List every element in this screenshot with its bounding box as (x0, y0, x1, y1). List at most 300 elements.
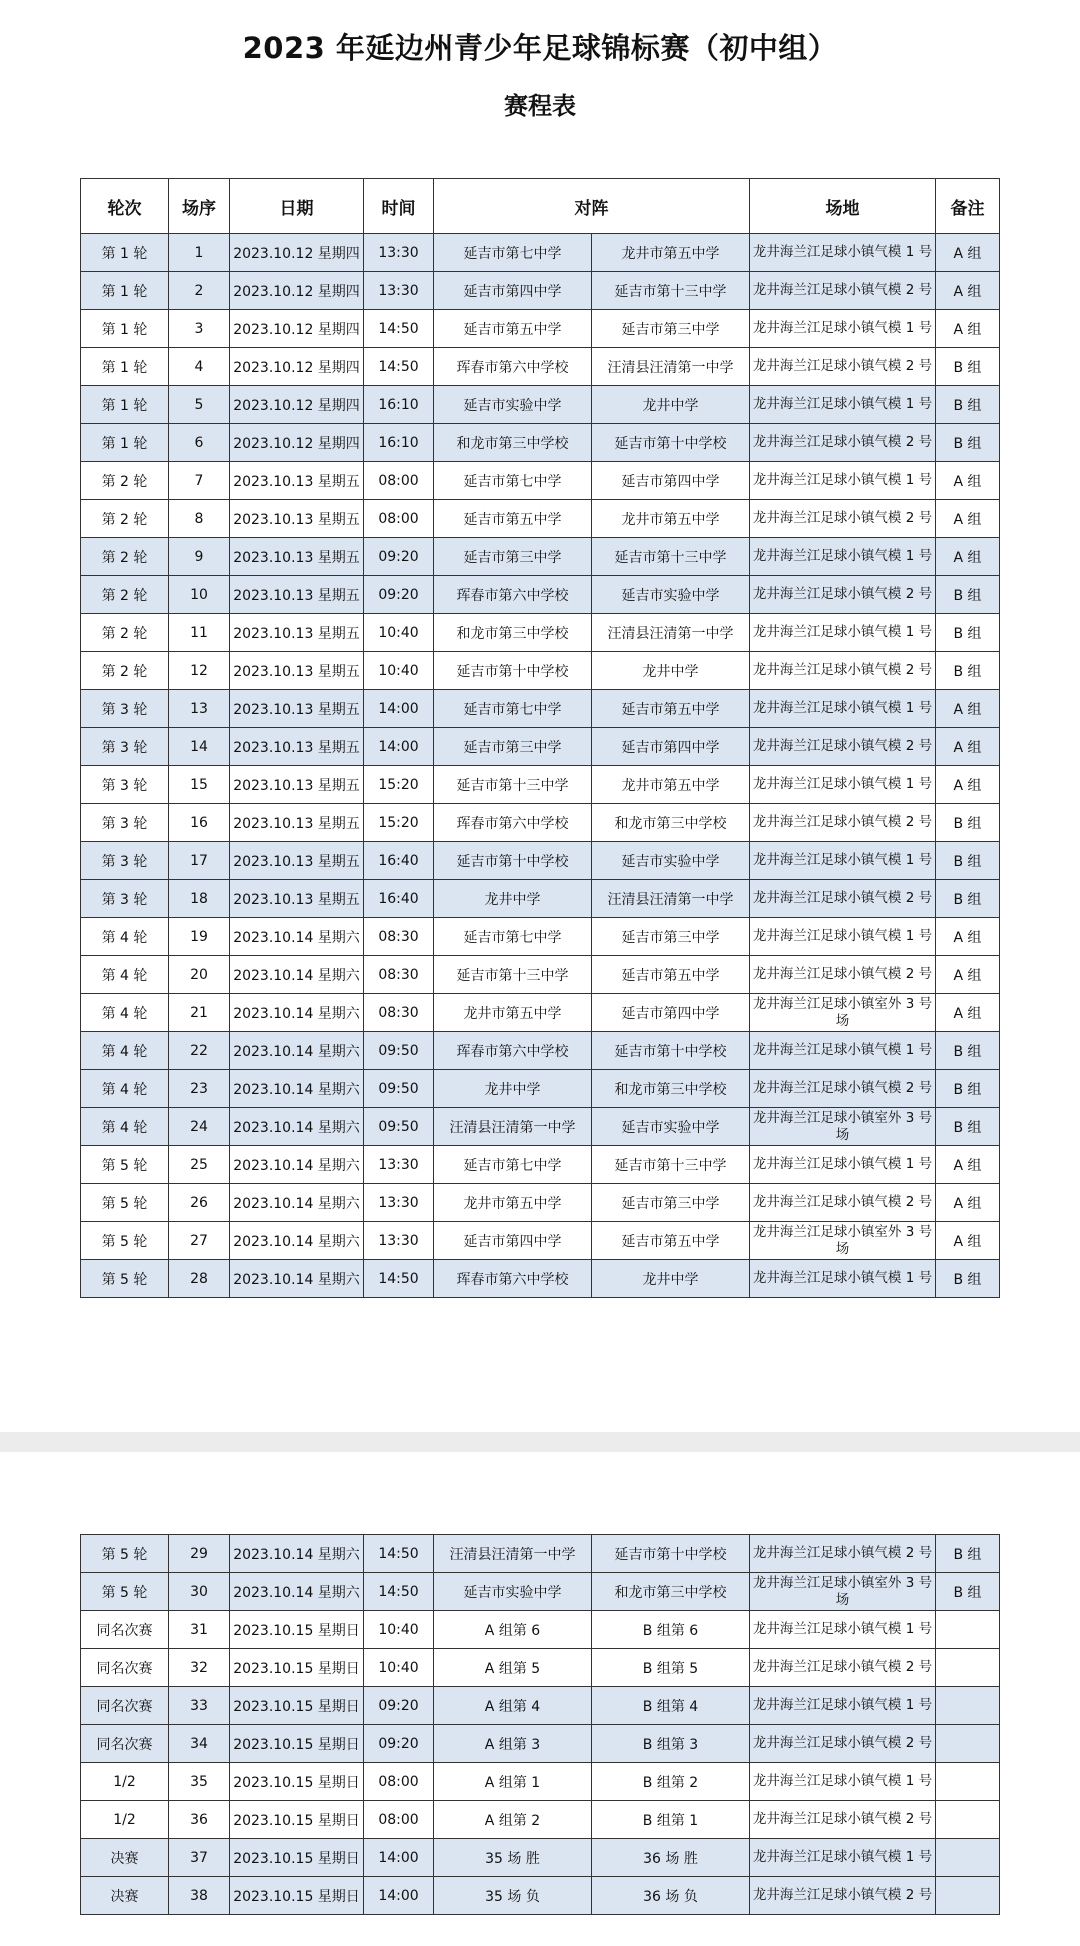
cell-date: 2023.10.14 星期六 (230, 1535, 364, 1573)
table-row (81, 310, 1000, 348)
cell-time: 16:10 (364, 424, 434, 462)
cell-venue: 龙井海兰江足球小镇气模 2 号 (750, 956, 936, 994)
cell-match-no: 4 (169, 348, 230, 386)
cell-date: 2023.10.13 星期五 (230, 690, 364, 728)
cell-team-home: 延吉市第七中学 (434, 234, 592, 272)
cell-venue: 龙井海兰江足球小镇气模 1 号 (750, 1032, 936, 1070)
cell-note: A 组 (936, 538, 1000, 576)
cell-note: B 组 (936, 1070, 1000, 1108)
cell-note: B 组 (936, 1260, 1000, 1298)
cell-round: 第 2 轮 (81, 538, 169, 576)
cell-team-home: A 组第 3 (434, 1725, 592, 1763)
cell-time: 10:40 (364, 1611, 434, 1649)
cell-venue: 龙井海兰江足球小镇气模 1 号 (750, 842, 936, 880)
cell-match-no: 2 (169, 272, 230, 310)
cell-round: 第 4 轮 (81, 994, 169, 1032)
cell-team-away: B 组第 6 (592, 1611, 750, 1649)
cell-team-home: 延吉市第五中学 (434, 500, 592, 538)
cell-venue: 龙井海兰江足球小镇气模 1 号 (750, 538, 936, 576)
table-row (81, 956, 1000, 994)
cell-team-away: 龙井中学 (592, 652, 750, 690)
cell-time: 08:00 (364, 500, 434, 538)
cell-match-no: 32 (169, 1649, 230, 1687)
table-row (81, 272, 1000, 310)
cell-date: 2023.10.15 星期日 (230, 1877, 364, 1915)
cell-note: A 组 (936, 728, 1000, 766)
cell-venue: 龙井海兰江足球小镇气模 1 号 (750, 1839, 936, 1877)
cell-note: B 组 (936, 348, 1000, 386)
cell-round: 第 3 轮 (81, 804, 169, 842)
cell-venue: 龙井海兰江足球小镇气模 2 号 (750, 1070, 936, 1108)
cell-team-home: 珲春市第六中学校 (434, 576, 592, 614)
cell-venue: 龙井海兰江足球小镇气模 2 号 (750, 728, 936, 766)
cell-venue: 龙井海兰江足球小镇室外 3 号场 (750, 1573, 936, 1611)
cell-venue: 龙井海兰江足球小镇气模 2 号 (750, 652, 936, 690)
cell-venue: 龙井海兰江足球小镇气模 2 号 (750, 1649, 936, 1687)
cell-date: 2023.10.15 星期日 (230, 1649, 364, 1687)
cell-note: B 组 (936, 1032, 1000, 1070)
cell-venue: 龙井海兰江足球小镇气模 1 号 (750, 1687, 936, 1725)
cell-match-no: 30 (169, 1573, 230, 1611)
cell-round: 第 3 轮 (81, 690, 169, 728)
cell-team-home: 龙井市第五中学 (434, 1184, 592, 1222)
cell-note: A 组 (936, 272, 1000, 310)
cell-time: 14:50 (364, 348, 434, 386)
cell-team-away: B 组第 2 (592, 1763, 750, 1801)
cell-time: 14:00 (364, 1877, 434, 1915)
cell-round: 第 5 轮 (81, 1222, 169, 1260)
cell-time: 08:30 (364, 994, 434, 1032)
table-row (81, 614, 1000, 652)
table-row (81, 1649, 1000, 1687)
cell-venue: 龙井海兰江足球小镇气模 1 号 (750, 310, 936, 348)
cell-match-no: 22 (169, 1032, 230, 1070)
cell-match-no: 7 (169, 462, 230, 500)
cell-round: 决赛 (81, 1877, 169, 1915)
cell-note: A 组 (936, 690, 1000, 728)
cell-team-home: 延吉市实验中学 (434, 1573, 592, 1611)
header-time: 时间 (364, 179, 434, 234)
cell-note: A 组 (936, 462, 1000, 500)
cell-team-away: 和龙市第三中学校 (592, 804, 750, 842)
cell-date: 2023.10.14 星期六 (230, 1070, 364, 1108)
cell-time: 14:00 (364, 1839, 434, 1877)
table-row (81, 1070, 1000, 1108)
cell-match-no: 16 (169, 804, 230, 842)
cell-venue: 龙井海兰江足球小镇气模 2 号 (750, 1725, 936, 1763)
cell-round: 决赛 (81, 1839, 169, 1877)
cell-team-away: 延吉市第十三中学 (592, 538, 750, 576)
cell-team-away: 36 场 胜 (592, 1839, 750, 1877)
cell-match-no: 35 (169, 1763, 230, 1801)
cell-time: 14:00 (364, 728, 434, 766)
cell-date: 2023.10.13 星期五 (230, 500, 364, 538)
cell-round: 第 2 轮 (81, 576, 169, 614)
cell-round: 第 1 轮 (81, 272, 169, 310)
cell-date: 2023.10.13 星期五 (230, 804, 364, 842)
cell-date: 2023.10.12 星期四 (230, 348, 364, 386)
cell-date: 2023.10.15 星期日 (230, 1611, 364, 1649)
cell-round: 第 4 轮 (81, 1032, 169, 1070)
cell-note: A 组 (936, 994, 1000, 1032)
cell-note (936, 1611, 1000, 1649)
cell-time: 14:50 (364, 1260, 434, 1298)
cell-team-away: 龙井中学 (592, 386, 750, 424)
cell-date: 2023.10.15 星期日 (230, 1687, 364, 1725)
cell-team-home: 延吉市第七中学 (434, 1146, 592, 1184)
cell-date: 2023.10.13 星期五 (230, 652, 364, 690)
cell-team-away: 延吉市第三中学 (592, 918, 750, 956)
page-subtitle: 赛程表 (504, 92, 576, 120)
cell-match-no: 6 (169, 424, 230, 462)
cell-team-away: 延吉市实验中学 (592, 842, 750, 880)
cell-round: 同名次赛 (81, 1649, 169, 1687)
cell-time: 13:30 (364, 234, 434, 272)
cell-team-home: 35 场 胜 (434, 1839, 592, 1877)
cell-note: A 组 (936, 1222, 1000, 1260)
cell-note (936, 1839, 1000, 1877)
cell-match-no: 10 (169, 576, 230, 614)
table-row (81, 386, 1000, 424)
cell-round: 第 5 轮 (81, 1535, 169, 1573)
cell-team-away: 汪清县汪清第一中学 (592, 880, 750, 918)
cell-match-no: 11 (169, 614, 230, 652)
cell-time: 15:20 (364, 766, 434, 804)
table-row (81, 1801, 1000, 1839)
page-title: 2023 年延边州青少年足球锦标赛（初中组） (242, 31, 838, 65)
cell-date: 2023.10.14 星期六 (230, 918, 364, 956)
cell-time: 10:40 (364, 614, 434, 652)
cell-match-no: 38 (169, 1877, 230, 1915)
table-row (81, 462, 1000, 500)
cell-time: 14:50 (364, 1535, 434, 1573)
cell-team-home: 汪清县汪清第一中学 (434, 1535, 592, 1573)
cell-team-home: 延吉市第三中学 (434, 728, 592, 766)
cell-team-away: 延吉市第十三中学 (592, 1146, 750, 1184)
cell-team-home: 珲春市第六中学校 (434, 1032, 592, 1070)
cell-note: B 组 (936, 652, 1000, 690)
cell-venue: 龙井海兰江足球小镇气模 1 号 (750, 1260, 936, 1298)
cell-team-away: B 组第 4 (592, 1687, 750, 1725)
cell-team-away: 延吉市第五中学 (592, 690, 750, 728)
cell-team-home: A 组第 2 (434, 1801, 592, 1839)
cell-match-no: 27 (169, 1222, 230, 1260)
cell-time: 08:00 (364, 1801, 434, 1839)
cell-date: 2023.10.13 星期五 (230, 880, 364, 918)
cell-match-no: 33 (169, 1687, 230, 1725)
header-round: 轮次 (81, 179, 169, 234)
cell-round: 第 3 轮 (81, 842, 169, 880)
header-note: 备注 (936, 179, 1000, 234)
cell-note: A 组 (936, 956, 1000, 994)
cell-team-home: 延吉市第五中学 (434, 310, 592, 348)
table-row (81, 880, 1000, 918)
cell-round: 第 2 轮 (81, 614, 169, 652)
cell-team-home: 延吉市第七中学 (434, 690, 592, 728)
cell-note: B 组 (936, 1573, 1000, 1611)
cell-team-away: 36 场 负 (592, 1877, 750, 1915)
cell-venue: 龙井海兰江足球小镇气模 1 号 (750, 462, 936, 500)
cell-date: 2023.10.13 星期五 (230, 462, 364, 500)
cell-venue: 龙井海兰江足球小镇气模 2 号 (750, 1184, 936, 1222)
cell-round: 第 4 轮 (81, 1108, 169, 1146)
cell-time: 09:50 (364, 1070, 434, 1108)
cell-date: 2023.10.12 星期四 (230, 272, 364, 310)
cell-match-no: 24 (169, 1108, 230, 1146)
cell-match-no: 18 (169, 880, 230, 918)
cell-round: 第 4 轮 (81, 1070, 169, 1108)
cell-team-home: 延吉市第四中学 (434, 1222, 592, 1260)
cell-date: 2023.10.14 星期六 (230, 1146, 364, 1184)
table-row (81, 424, 1000, 462)
table-row (81, 918, 1000, 956)
cell-team-home: 延吉市第三中学 (434, 538, 592, 576)
table-row (81, 538, 1000, 576)
cell-match-no: 14 (169, 728, 230, 766)
cell-date: 2023.10.12 星期四 (230, 234, 364, 272)
cell-match-no: 28 (169, 1260, 230, 1298)
cell-time: 15:20 (364, 804, 434, 842)
cell-venue: 龙井海兰江足球小镇气模 1 号 (750, 1763, 936, 1801)
cell-team-home: 珲春市第六中学校 (434, 1260, 592, 1298)
cell-date: 2023.10.14 星期六 (230, 956, 364, 994)
cell-team-home: 龙井市第五中学 (434, 994, 592, 1032)
cell-team-away: 龙井市第五中学 (592, 766, 750, 804)
cell-match-no: 34 (169, 1725, 230, 1763)
cell-team-home: 龙井中学 (434, 880, 592, 918)
cell-team-away: B 组第 3 (592, 1725, 750, 1763)
cell-date: 2023.10.15 星期日 (230, 1801, 364, 1839)
cell-date: 2023.10.13 星期五 (230, 842, 364, 880)
cell-match-no: 36 (169, 1801, 230, 1839)
cell-date: 2023.10.13 星期五 (230, 614, 364, 652)
header-match-no: 场序 (169, 179, 230, 234)
cell-venue: 龙井海兰江足球小镇气模 2 号 (750, 880, 936, 918)
cell-team-home: 延吉市第十中学校 (434, 652, 592, 690)
cell-date: 2023.10.15 星期日 (230, 1763, 364, 1801)
cell-venue: 龙井海兰江足球小镇气模 1 号 (750, 234, 936, 272)
cell-team-away: 龙井中学 (592, 1260, 750, 1298)
cell-time: 08:30 (364, 956, 434, 994)
cell-note: A 组 (936, 234, 1000, 272)
cell-note (936, 1877, 1000, 1915)
cell-note: B 组 (936, 424, 1000, 462)
cell-venue: 龙井海兰江足球小镇气模 1 号 (750, 766, 936, 804)
cell-team-away: B 组第 1 (592, 1801, 750, 1839)
cell-time: 09:50 (364, 1108, 434, 1146)
table-row (81, 842, 1000, 880)
cell-team-away: B 组第 5 (592, 1649, 750, 1687)
cell-team-away: 龙井市第五中学 (592, 234, 750, 272)
cell-venue: 龙井海兰江足球小镇气模 2 号 (750, 804, 936, 842)
cell-round: 同名次赛 (81, 1687, 169, 1725)
cell-date: 2023.10.14 星期六 (230, 1573, 364, 1611)
cell-time: 09:20 (364, 576, 434, 614)
schedule-table (80, 178, 1000, 1298)
cell-team-home: A 组第 5 (434, 1649, 592, 1687)
cell-note: B 组 (936, 1108, 1000, 1146)
cell-time: 13:30 (364, 1146, 434, 1184)
cell-team-away: 延吉市第十中学校 (592, 424, 750, 462)
cell-time: 13:30 (364, 1222, 434, 1260)
cell-match-no: 19 (169, 918, 230, 956)
cell-round: 1/2 (81, 1801, 169, 1839)
cell-time: 13:30 (364, 272, 434, 310)
cell-note: B 组 (936, 1535, 1000, 1573)
cell-venue: 龙井海兰江足球小镇气模 1 号 (750, 1611, 936, 1649)
cell-round: 第 5 轮 (81, 1260, 169, 1298)
cell-round: 第 5 轮 (81, 1146, 169, 1184)
cell-match-no: 23 (169, 1070, 230, 1108)
cell-team-home: 延吉市第十中学校 (434, 842, 592, 880)
cell-round: 第 2 轮 (81, 500, 169, 538)
cell-round: 第 3 轮 (81, 766, 169, 804)
cell-round: 第 5 轮 (81, 1184, 169, 1222)
cell-team-away: 和龙市第三中学校 (592, 1070, 750, 1108)
cell-match-no: 31 (169, 1611, 230, 1649)
table-row (81, 1763, 1000, 1801)
cell-time: 13:30 (364, 1184, 434, 1222)
table-row (81, 728, 1000, 766)
header-matchup: 对阵 (434, 179, 750, 234)
cell-venue: 龙井海兰江足球小镇气模 2 号 (750, 576, 936, 614)
cell-round: 第 1 轮 (81, 386, 169, 424)
cell-match-no: 9 (169, 538, 230, 576)
cell-note: A 组 (936, 918, 1000, 956)
document-page-2 (0, 1452, 1080, 1946)
cell-venue: 龙井海兰江足球小镇气模 2 号 (750, 424, 936, 462)
cell-date: 2023.10.14 星期六 (230, 1032, 364, 1070)
cell-match-no: 5 (169, 386, 230, 424)
table-row (81, 1146, 1000, 1184)
cell-venue: 龙井海兰江足球小镇气模 2 号 (750, 1801, 936, 1839)
cell-time: 09:50 (364, 1032, 434, 1070)
cell-team-home: 和龙市第三中学校 (434, 424, 592, 462)
cell-team-home: 汪清县汪清第一中学 (434, 1108, 592, 1146)
cell-team-home: 延吉市第十三中学 (434, 956, 592, 994)
cell-note: A 组 (936, 766, 1000, 804)
cell-date: 2023.10.15 星期日 (230, 1725, 364, 1763)
cell-round: 第 5 轮 (81, 1573, 169, 1611)
cell-team-away: 延吉市第五中学 (592, 1222, 750, 1260)
table-row (81, 1687, 1000, 1725)
cell-round: 第 4 轮 (81, 956, 169, 994)
table-row (81, 994, 1000, 1032)
cell-time: 09:20 (364, 1725, 434, 1763)
cell-round: 第 3 轮 (81, 880, 169, 918)
cell-date: 2023.10.13 星期五 (230, 766, 364, 804)
cell-match-no: 25 (169, 1146, 230, 1184)
cell-date: 2023.10.14 星期六 (230, 1222, 364, 1260)
cell-team-home: 延吉市第七中学 (434, 918, 592, 956)
cell-note (936, 1801, 1000, 1839)
table-row (81, 500, 1000, 538)
cell-date: 2023.10.14 星期六 (230, 1184, 364, 1222)
cell-round: 第 2 轮 (81, 462, 169, 500)
cell-time: 08:00 (364, 1763, 434, 1801)
cell-match-no: 3 (169, 310, 230, 348)
cell-team-away: 延吉市实验中学 (592, 1108, 750, 1146)
table-row (81, 576, 1000, 614)
cell-round: 第 1 轮 (81, 234, 169, 272)
cell-match-no: 29 (169, 1535, 230, 1573)
table-header-row (81, 179, 1000, 234)
cell-note (936, 1725, 1000, 1763)
cell-date: 2023.10.13 星期五 (230, 538, 364, 576)
cell-team-home: 延吉市第四中学 (434, 272, 592, 310)
cell-team-home: 珲春市第六中学校 (434, 804, 592, 842)
cell-note: B 组 (936, 576, 1000, 614)
cell-time: 16:40 (364, 880, 434, 918)
header-date: 日期 (230, 179, 364, 234)
cell-date: 2023.10.12 星期四 (230, 424, 364, 462)
table-row (81, 1108, 1000, 1146)
cell-venue: 龙井海兰江足球小镇气模 2 号 (750, 348, 936, 386)
cell-note (936, 1763, 1000, 1801)
cell-team-away: 延吉市实验中学 (592, 576, 750, 614)
cell-round: 第 2 轮 (81, 652, 169, 690)
cell-date: 2023.10.12 星期四 (230, 310, 364, 348)
cell-venue: 龙井海兰江足球小镇气模 1 号 (750, 690, 936, 728)
table-row (81, 652, 1000, 690)
table-row (81, 1573, 1000, 1611)
cell-note (936, 1687, 1000, 1725)
cell-team-away: 延吉市第十三中学 (592, 272, 750, 310)
cell-match-no: 20 (169, 956, 230, 994)
cell-venue: 龙井海兰江足球小镇气模 1 号 (750, 614, 936, 652)
cell-date: 2023.10.12 星期四 (230, 386, 364, 424)
cell-time: 14:50 (364, 1573, 434, 1611)
cell-round: 第 4 轮 (81, 918, 169, 956)
cell-venue: 龙井海兰江足球小镇气模 1 号 (750, 918, 936, 956)
cell-time: 09:20 (364, 1687, 434, 1725)
cell-team-home: 延吉市第七中学 (434, 462, 592, 500)
cell-time: 09:20 (364, 538, 434, 576)
table-row (81, 234, 1000, 272)
table-row (81, 1611, 1000, 1649)
cell-venue: 龙井海兰江足球小镇气模 2 号 (750, 500, 936, 538)
cell-team-away: 龙井市第五中学 (592, 500, 750, 538)
cell-team-away: 延吉市第五中学 (592, 956, 750, 994)
table-body (81, 234, 1000, 1298)
cell-venue: 龙井海兰江足球小镇室外 3 号场 (750, 1222, 936, 1260)
cell-venue: 龙井海兰江足球小镇气模 2 号 (750, 1877, 936, 1915)
table-row (81, 766, 1000, 804)
cell-team-home: 珲春市第六中学校 (434, 348, 592, 386)
cell-time: 16:40 (364, 842, 434, 880)
cell-time: 10:40 (364, 652, 434, 690)
cell-venue: 龙井海兰江足球小镇气模 1 号 (750, 386, 936, 424)
cell-team-home: A 组第 6 (434, 1611, 592, 1649)
header-venue: 场地 (750, 179, 936, 234)
cell-match-no: 13 (169, 690, 230, 728)
cell-note: B 组 (936, 386, 1000, 424)
cell-note: A 组 (936, 1184, 1000, 1222)
cell-team-home: A 组第 4 (434, 1687, 592, 1725)
cell-match-no: 12 (169, 652, 230, 690)
cell-time: 08:30 (364, 918, 434, 956)
cell-round: 第 1 轮 (81, 310, 169, 348)
cell-venue: 龙井海兰江足球小镇室外 3 号场 (750, 994, 936, 1032)
table-row (81, 1184, 1000, 1222)
cell-round: 第 3 轮 (81, 728, 169, 766)
cell-team-away: 汪清县汪清第一中学 (592, 614, 750, 652)
table-row (81, 1535, 1000, 1573)
cell-match-no: 21 (169, 994, 230, 1032)
cell-team-away: 和龙市第三中学校 (592, 1573, 750, 1611)
cell-team-away: 汪清县汪清第一中学 (592, 348, 750, 386)
schedule-table-continued (80, 1534, 1000, 1915)
